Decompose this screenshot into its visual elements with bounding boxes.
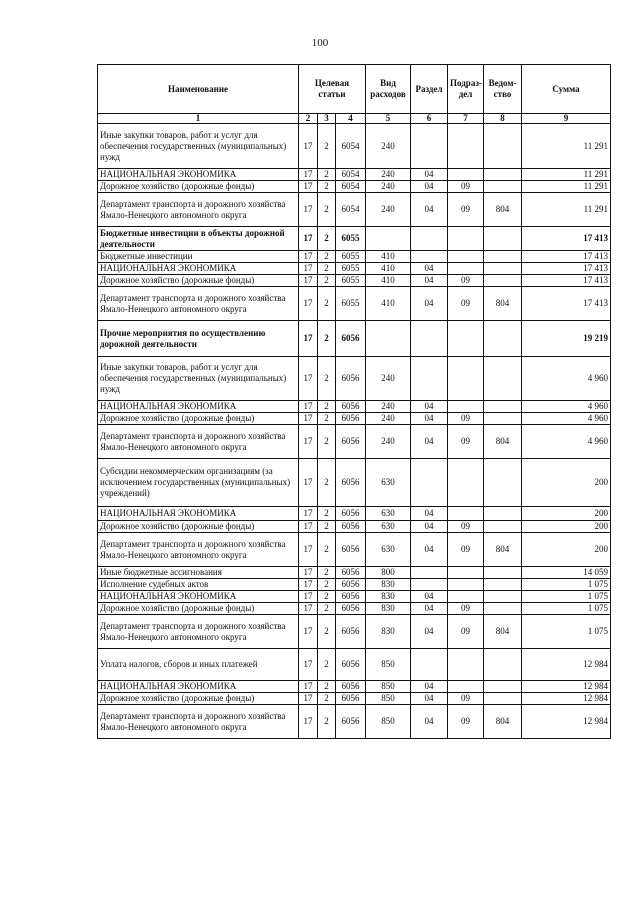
department-code: 804 [484, 193, 522, 227]
target-code-b: 2 [318, 124, 336, 169]
target-code-c: 6056 [336, 567, 366, 579]
expense-type: 630 [366, 533, 411, 567]
expense-type: 240 [366, 401, 411, 413]
subsection-code [448, 124, 484, 169]
header-name: Наименование [98, 65, 299, 114]
department-code [484, 321, 522, 357]
section-code [411, 579, 448, 591]
header-target: Целевая статьи [299, 65, 366, 114]
target-code-b: 2 [318, 459, 336, 507]
row-name: НАЦИОНАЛЬНАЯ ЭКОНОМИКА [98, 263, 299, 275]
target-code-a: 17 [299, 275, 318, 287]
target-code-b: 2 [318, 425, 336, 459]
row-name: Исполнение судебных актов [98, 579, 299, 591]
subsection-code [448, 401, 484, 413]
section-code: 04 [411, 263, 448, 275]
column-number: 7 [448, 114, 484, 124]
table-row [98, 124, 611, 169]
table-row [98, 181, 611, 193]
department-code: 804 [484, 533, 522, 567]
column-number: 6 [411, 114, 448, 124]
expense-type: 830 [366, 591, 411, 603]
target-code-c: 6055 [336, 263, 366, 275]
expense-type: 630 [366, 459, 411, 507]
target-code-c: 6054 [336, 124, 366, 169]
table-row [98, 591, 611, 603]
target-code-a: 17 [299, 193, 318, 227]
target-code-c: 6054 [336, 181, 366, 193]
section-code: 04 [411, 603, 448, 615]
target-code-b: 2 [318, 681, 336, 693]
amount: 200 [522, 521, 611, 533]
department-code [484, 227, 522, 251]
target-code-c: 6054 [336, 169, 366, 181]
table-row [98, 413, 611, 425]
expense-type: 240 [366, 413, 411, 425]
target-code-c: 6056 [336, 693, 366, 705]
subsection-code: 09 [448, 521, 484, 533]
section-code: 04 [411, 507, 448, 521]
expense-type: 240 [366, 169, 411, 181]
amount: 4 960 [522, 413, 611, 425]
target-code-a: 17 [299, 705, 318, 739]
table-row [98, 507, 611, 521]
section-code [411, 649, 448, 681]
row-name: НАЦИОНАЛЬНАЯ ЭКОНОМИКА [98, 169, 299, 181]
target-code-a: 17 [299, 459, 318, 507]
department-code [484, 591, 522, 603]
target-code-c: 6055 [336, 275, 366, 287]
subsection-code [448, 227, 484, 251]
row-name: Иные бюджетные ассигнования [98, 567, 299, 579]
department-code [484, 507, 522, 521]
expense-type: 850 [366, 705, 411, 739]
amount: 200 [522, 459, 611, 507]
section-code: 04 [411, 169, 448, 181]
subsection-code: 09 [448, 615, 484, 649]
subsection-code: 09 [448, 425, 484, 459]
expense-type: 410 [366, 263, 411, 275]
section-code: 04 [411, 193, 448, 227]
expense-type: 410 [366, 251, 411, 263]
target-code-b: 2 [318, 275, 336, 287]
section-code: 04 [411, 533, 448, 567]
target-code-a: 17 [299, 681, 318, 693]
target-code-b: 2 [318, 227, 336, 251]
target-code-b: 2 [318, 251, 336, 263]
amount: 17 413 [522, 227, 611, 251]
table-row [98, 693, 611, 705]
amount: 11 291 [522, 193, 611, 227]
target-code-a: 17 [299, 181, 318, 193]
target-code-c: 6055 [336, 287, 366, 321]
target-code-b: 2 [318, 579, 336, 591]
expense-type: 240 [366, 193, 411, 227]
expense-type: 850 [366, 649, 411, 681]
target-code-a: 17 [299, 567, 318, 579]
section-code [411, 124, 448, 169]
target-code-a: 17 [299, 603, 318, 615]
target-code-c: 6056 [336, 321, 366, 357]
section-code: 04 [411, 681, 448, 693]
expense-type: 410 [366, 287, 411, 321]
target-code-a: 17 [299, 124, 318, 169]
target-code-b: 2 [318, 649, 336, 681]
target-code-b: 2 [318, 263, 336, 275]
amount: 4 960 [522, 357, 611, 401]
row-name: Прочие мероприятия по осуществлению дорожной деятельности [98, 321, 299, 357]
amount: 12 984 [522, 681, 611, 693]
subsection-code [448, 459, 484, 507]
expense-type: 830 [366, 603, 411, 615]
row-name: НАЦИОНАЛЬНАЯ ЭКОНОМИКА [98, 507, 299, 521]
target-code-a: 17 [299, 227, 318, 251]
section-code: 04 [411, 425, 448, 459]
target-code-a: 17 [299, 507, 318, 521]
target-code-b: 2 [318, 169, 336, 181]
expense-type: 410 [366, 275, 411, 287]
row-name: Департамент транспорта и дорожного хозяйства Ямало-Ненецкого автономного округа [98, 705, 299, 739]
row-name: Субсидии некоммерческим организациям (за исключением государственных (муниципальных) учреждений) [98, 459, 299, 507]
amount: 11 291 [522, 124, 611, 169]
subsection-code [448, 649, 484, 681]
department-code [484, 693, 522, 705]
department-code [484, 169, 522, 181]
header-vedomstvo: Ведом-ство [484, 65, 522, 114]
amount: 17 413 [522, 251, 611, 263]
department-code [484, 413, 522, 425]
row-name: Иные закупки товаров, работ и услуг для обеспечения государственных (муниципальных) нужд [98, 124, 299, 169]
budget-table [97, 64, 611, 739]
section-code: 04 [411, 521, 448, 533]
subsection-code [448, 591, 484, 603]
amount: 11 291 [522, 169, 611, 181]
expense-type [366, 321, 411, 357]
amount: 14 059 [522, 567, 611, 579]
expense-type: 630 [366, 521, 411, 533]
row-name: Иные закупки товаров, работ и услуг для обеспечения государственных (муниципальных) нужд [98, 357, 299, 401]
table-row [98, 459, 611, 507]
subsection-code [448, 169, 484, 181]
header-row [98, 65, 611, 114]
table-row [98, 227, 611, 251]
subsection-code: 09 [448, 181, 484, 193]
target-code-b: 2 [318, 413, 336, 425]
table-row [98, 603, 611, 615]
expense-type: 630 [366, 507, 411, 521]
target-code-c: 6056 [336, 603, 366, 615]
section-code: 04 [411, 275, 448, 287]
amount: 4 960 [522, 401, 611, 413]
section-code: 04 [411, 693, 448, 705]
header-vid: Вид расходов [366, 65, 411, 114]
target-code-a: 17 [299, 251, 318, 263]
target-code-b: 2 [318, 321, 336, 357]
row-name: Департамент транспорта и дорожного хозяйства Ямало-Ненецкого автономного округа [98, 425, 299, 459]
target-code-c: 6056 [336, 413, 366, 425]
row-name: Дорожное хозяйство (дорожные фонды) [98, 275, 299, 287]
target-code-a: 17 [299, 357, 318, 401]
table-row [98, 275, 611, 287]
row-name: Дорожное хозяйство (дорожные фонды) [98, 603, 299, 615]
target-code-c: 6056 [336, 591, 366, 603]
expense-type: 830 [366, 579, 411, 591]
department-code: 804 [484, 425, 522, 459]
subsection-code [448, 579, 484, 591]
target-code-c: 6055 [336, 251, 366, 263]
row-name: Уплата налогов, сборов и иных платежей [98, 649, 299, 681]
column-number: 5 [366, 114, 411, 124]
target-code-a: 17 [299, 287, 318, 321]
subsection-code [448, 321, 484, 357]
amount: 1 075 [522, 591, 611, 603]
table-row [98, 705, 611, 739]
table-row [98, 401, 611, 413]
target-code-b: 2 [318, 401, 336, 413]
amount: 19 219 [522, 321, 611, 357]
target-code-a: 17 [299, 591, 318, 603]
target-code-a: 17 [299, 169, 318, 181]
section-code: 04 [411, 591, 448, 603]
row-name: НАЦИОНАЛЬНАЯ ЭКОНОМИКА [98, 401, 299, 413]
department-code [484, 681, 522, 693]
header-summa: Сумма [522, 65, 611, 114]
subsection-code: 09 [448, 275, 484, 287]
column-number-row [98, 114, 611, 124]
department-code [484, 263, 522, 275]
row-name: Дорожное хозяйство (дорожные фонды) [98, 693, 299, 705]
section-code: 04 [411, 401, 448, 413]
subsection-code: 09 [448, 603, 484, 615]
column-number: 3 [318, 114, 336, 124]
table-row [98, 649, 611, 681]
target-code-a: 17 [299, 693, 318, 705]
department-code [484, 521, 522, 533]
department-code [484, 275, 522, 287]
target-code-c: 6056 [336, 681, 366, 693]
target-code-c: 6055 [336, 227, 366, 251]
header-podrazdel: Подраз-дел [448, 65, 484, 114]
table-row [98, 425, 611, 459]
section-code [411, 251, 448, 263]
target-code-c: 6056 [336, 705, 366, 739]
target-code-c: 6056 [336, 579, 366, 591]
amount: 11 291 [522, 181, 611, 193]
subsection-code [448, 263, 484, 275]
subsection-code [448, 251, 484, 263]
row-name: НАЦИОНАЛЬНАЯ ЭКОНОМИКА [98, 681, 299, 693]
target-code-a: 17 [299, 533, 318, 567]
subsection-code: 09 [448, 193, 484, 227]
department-code [484, 579, 522, 591]
column-number: 8 [484, 114, 522, 124]
amount: 12 984 [522, 649, 611, 681]
row-name: НАЦИОНАЛЬНАЯ ЭКОНОМИКА [98, 591, 299, 603]
section-code: 04 [411, 705, 448, 739]
target-code-a: 17 [299, 321, 318, 357]
target-code-b: 2 [318, 705, 336, 739]
amount: 17 413 [522, 287, 611, 321]
department-code: 804 [484, 287, 522, 321]
target-code-b: 2 [318, 591, 336, 603]
target-code-b: 2 [318, 521, 336, 533]
amount: 17 413 [522, 275, 611, 287]
table-row [98, 169, 611, 181]
row-name: Дорожное хозяйство (дорожные фонды) [98, 521, 299, 533]
department-code [484, 649, 522, 681]
target-code-b: 2 [318, 615, 336, 649]
table-row [98, 615, 611, 649]
target-code-b: 2 [318, 507, 336, 521]
column-number: 2 [299, 114, 318, 124]
subsection-code: 09 [448, 533, 484, 567]
section-code: 04 [411, 413, 448, 425]
section-code [411, 321, 448, 357]
table-body [98, 124, 611, 739]
department-code [484, 181, 522, 193]
target-code-b: 2 [318, 193, 336, 227]
section-code: 04 [411, 615, 448, 649]
target-code-a: 17 [299, 649, 318, 681]
target-code-a: 17 [299, 401, 318, 413]
subsection-code: 09 [448, 287, 484, 321]
table-row [98, 287, 611, 321]
department-code [484, 124, 522, 169]
amount: 1 075 [522, 615, 611, 649]
subsection-code [448, 357, 484, 401]
table-row [98, 263, 611, 275]
row-name: Бюджетные инвестиции [98, 251, 299, 263]
target-code-b: 2 [318, 533, 336, 567]
target-code-b: 2 [318, 357, 336, 401]
target-code-c: 6056 [336, 521, 366, 533]
amount: 17 413 [522, 263, 611, 275]
target-code-b: 2 [318, 181, 336, 193]
table-row [98, 521, 611, 533]
amount: 4 960 [522, 425, 611, 459]
section-code [411, 567, 448, 579]
expense-type: 240 [366, 181, 411, 193]
target-code-b: 2 [318, 287, 336, 321]
table-row [98, 533, 611, 567]
table-row [98, 567, 611, 579]
expense-type [366, 227, 411, 251]
department-code [484, 603, 522, 615]
target-code-b: 2 [318, 603, 336, 615]
section-code: 04 [411, 287, 448, 321]
target-code-c: 6056 [336, 459, 366, 507]
amount: 12 984 [522, 705, 611, 739]
page-number: 100 [311, 37, 329, 49]
column-number: 1 [98, 114, 299, 124]
amount: 12 984 [522, 693, 611, 705]
section-code: 04 [411, 181, 448, 193]
table-row [98, 193, 611, 227]
target-code-c: 6056 [336, 357, 366, 401]
header-razdel: Раздел [411, 65, 448, 114]
department-code [484, 459, 522, 507]
subsection-code: 09 [448, 413, 484, 425]
target-code-a: 17 [299, 521, 318, 533]
amount: 1 075 [522, 603, 611, 615]
expense-type: 240 [366, 357, 411, 401]
department-code [484, 401, 522, 413]
amount: 200 [522, 507, 611, 521]
column-number: 9 [522, 114, 611, 124]
target-code-a: 17 [299, 615, 318, 649]
column-number: 4 [336, 114, 366, 124]
target-code-a: 17 [299, 425, 318, 459]
target-code-c: 6056 [336, 507, 366, 521]
subsection-code: 09 [448, 705, 484, 739]
target-code-c: 6056 [336, 533, 366, 567]
target-code-a: 17 [299, 579, 318, 591]
department-code [484, 357, 522, 401]
expense-type: 850 [366, 681, 411, 693]
table-row [98, 321, 611, 357]
department-code [484, 251, 522, 263]
amount: 200 [522, 533, 611, 567]
target-code-b: 2 [318, 693, 336, 705]
target-code-a: 17 [299, 263, 318, 275]
row-name: Бюджетные инвестиции в объекты дорожной деятельности [98, 227, 299, 251]
department-code: 804 [484, 615, 522, 649]
table-row [98, 357, 611, 401]
amount: 1 075 [522, 579, 611, 591]
department-code: 804 [484, 705, 522, 739]
target-code-c: 6056 [336, 425, 366, 459]
expense-type: 240 [366, 124, 411, 169]
expense-type: 830 [366, 615, 411, 649]
table-row [98, 251, 611, 263]
target-code-c: 6056 [336, 401, 366, 413]
section-code [411, 459, 448, 507]
section-code [411, 357, 448, 401]
subsection-code: 09 [448, 693, 484, 705]
target-code-b: 2 [318, 567, 336, 579]
subsection-code [448, 681, 484, 693]
expense-type: 800 [366, 567, 411, 579]
target-code-c: 6056 [336, 615, 366, 649]
row-name: Департамент транспорта и дорожного хозяйства Ямало-Ненецкого автономного округа [98, 287, 299, 321]
row-name: Дорожное хозяйство (дорожные фонды) [98, 413, 299, 425]
row-name: Департамент транспорта и дорожного хозяйства Ямало-Ненецкого автономного округа [98, 615, 299, 649]
row-name: Департамент транспорта и дорожного хозяйства Ямало-Ненецкого автономного округа [98, 193, 299, 227]
table-row [98, 681, 611, 693]
section-code [411, 227, 448, 251]
expense-type: 850 [366, 693, 411, 705]
row-name: Дорожное хозяйство (дорожные фонды) [98, 181, 299, 193]
target-code-a: 17 [299, 413, 318, 425]
row-name: Департамент транспорта и дорожного хозяйства Ямало-Ненецкого автономного округа [98, 533, 299, 567]
target-code-c: 6054 [336, 193, 366, 227]
target-code-c: 6056 [336, 649, 366, 681]
expense-type: 240 [366, 425, 411, 459]
subsection-code [448, 507, 484, 521]
subsection-code [448, 567, 484, 579]
department-code [484, 567, 522, 579]
table-row [98, 579, 611, 591]
